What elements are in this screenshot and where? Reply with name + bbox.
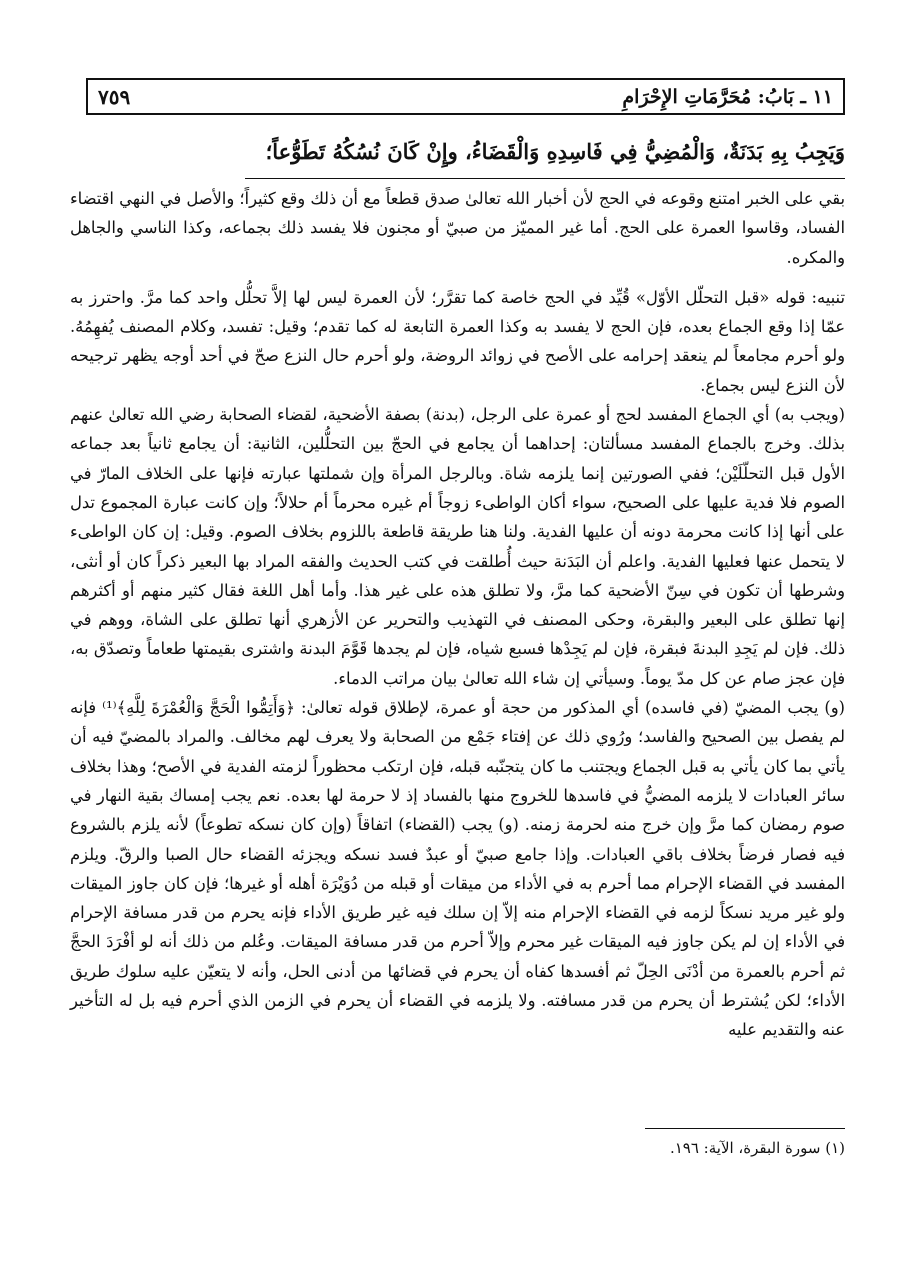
footnote-divider: [645, 1128, 845, 1129]
paragraph: تنبيه: قوله «قبل التحلّل الأوّل» قُيِّد في الحج خاصة كما تقرَّر؛ لأن العمرة ليس لها إلاَّ تحلُّل واحد كما مرَّ. واحترز به عمّا إذا وقع الجماع بعده، فإن الحج لا يفسد به وكذا العمرة التابعة له كما تقدم؛ وقيل: تفسد، وكلام المصنف يُفهِمُهُ. ولو أحرم مجامعاً لم ينعقد إحرامه على الأصح في زوائد الروضة، ولو أحرم حال النزع صحّ في أحد أوجه يظهر ترجيحه لأن النزع ليس بجماع.: [70, 287, 845, 395]
matn-text: وَيَجِبُ بِهِ بَدَنَةٌ، وَالْمُضِيُّ فِي فَاسِدِهِ وَالْقَضَاءُ، وإِنْ كَانَ نُسُكُهُ تَطَوُّعاً؛: [265, 139, 845, 164]
chapter-title: ١١ ـ بَابُ: مُحَرَّمَاتِ الإِحْرَامِ: [622, 85, 833, 108]
paragraph: (ويجب به) أي الجماع المفسد لحج أو عمرة على الرجل، (بدنة) بصفة الأضحية، لقضاء الصحابة رضي الله تعالىٰ عنهم بذلك. وخرج بالجماع المفسد مسألتان: إحداهما أن يجامع في الحجّ بين التحلُّلين، الثانية: أن يجامع ثانياً بعد جماعه الأول قبل التحلّلَيْن؛ ففي الصورتين إنما يلزمه شاة. وبالرجل المرأة وإن شملتها عبارته فإنها على الخلاف المارّ في الصوم فلا فدية عليها على الصحيح، سواء أكان الواطىء زوجاً أم غيره محرماً أم حلالاً؛ وإن كانت عبارة المجموع تدل على أنها إذا كانت محرمة دونه أن عليها الفدية. ولنا هنا طريقة قاطعة باللزوم بخلاف الصوم. وقيل: إن كان الواطىء لا يتحمل عنها فعليها الفدية. واعلم أن البَدَنة حيث أُطلقت في كتب الحديث والفقه المراد بها البعير ذكراً كان أو أنثى، وشرطها أن تكون في سِنّ الأضحية كما مرَّ، ولا تطلق هذه على غير هذا. وأما أهل اللغة فقال كثير منهم أو أكثرهم إنها تطلق على البعير والبقرة، وحكى المصنف في التهذيب والتحرير عن الأزهري أنها تطلق على الشاة، ووهم في ذلك. فإن لم يَجِدِ البدنةَ فبقرة، فإن لم يَجِدْها فسبع شياه، فإن لم يجدها قَوَّمَ البدنة واشترى بقيمتها طعاماً وتصدّق به، فإن عجز صام عن كل مدّ يوماً. وسيأتي إن شاء الله تعالىٰ بيان مراتب الدماء.: [70, 405, 845, 688]
page-number: ٧٥٩: [98, 84, 131, 109]
paragraph: بقي على الخبر امتنع وقوعه في الحج لأن أخبار الله تعالىٰ صدق قطعاً مع أن ذلك وقع كثيراً؛ والأصل في النهي اقتضاء الفساد، وقاسوا العمرة على الحج. أما غير المميّز من صبيّ أو مجنون فلا يفسد ذلك بجماعه، وكذا الناسي والجاهل والمكره.: [70, 189, 845, 267]
footnote: (١) سورة البقرة، الآية: ١٩٦.: [669, 1139, 845, 1157]
page: [70, 60, 845, 1230]
running-header: [86, 78, 845, 115]
paragraph: (و) يجب المضيّ (في فاسده) أي المذكور من حجة أو عمرة، لإطلاق قوله تعالىٰ: ﴿وَأَتِمُّوا الْحَجَّ وَالْعُمْرَةَ لِلَّهِ﴾⁽¹⁾ فإنه لم يفصل بين الصحيح والفاسد؛ ورُوي ذلك عن إفتاء جَمْع من الصحابة ولا يعرف لهم مخالف. والمراد بالمضيّ فيه أن يأتي بما كان يأتي به قبل الجماع ويجتنب ما كان يتجنّبه قبله، فإن ارتكب محظوراً لزمته الفدية في الأصح؛ وهذا بخلاف سائر العبادات لا يلزمه المضيُّ في فاسدها للخروج منها بالفساد إذ لا حرمة لها بعده. نعم يجب إمساك بقية النهار في صوم رمضان كما مرَّ وإن خرج منه لحرمة زمنه. (و) يجب (القضاء) اتفاقاً (وإن كان نسكه تطوعاً) لأنه يلزم بالشروع فيه فصار فرضاً بخلاف باقي العبادات. وإذا جامع صبيّ أو عبدٌ فسد نسكه ويجزئه القضاء حال الصبا والرقّ. ويلزم المفسد في القضاء الإحرام مما أحرم به في الأداء من ميقات أو قبله من دُوَيْرَة أهله أو غيرها؛ فإن كان جاوز الميقات ولو غير مريد نسكاً لزمه في القضاء الإحرام منه إلاّ إن سلك فيه غير طريق الأداء فإنه يحرم من قدر مسافة الإحرام في الأداء إن لم يكن جاوز فيه الميقات غير محرم وإلاّ أحرم من قدر مسافة الميقات. وعُلم من ذلك أنه لو أفْرَدَ الحجَّ ثم أحرم بالعمرة من أدْنَى الحِلّ ثم أفسدها كفاه أن يحرم في قضائها من أدنى الحل، وأنه لا يتعيّن عليه سلوك طريق الأداء؛ لكن يُشترط أن يحرم من قدر مسافته. ولا يلزمه في القضاء أن يحرم في الزمن الذي أحرم فيه بل له التأخير عنه والتقديم عليه: [70, 698, 845, 1040]
commentary-body: [70, 184, 845, 1045]
matn-divider: [245, 178, 845, 179]
